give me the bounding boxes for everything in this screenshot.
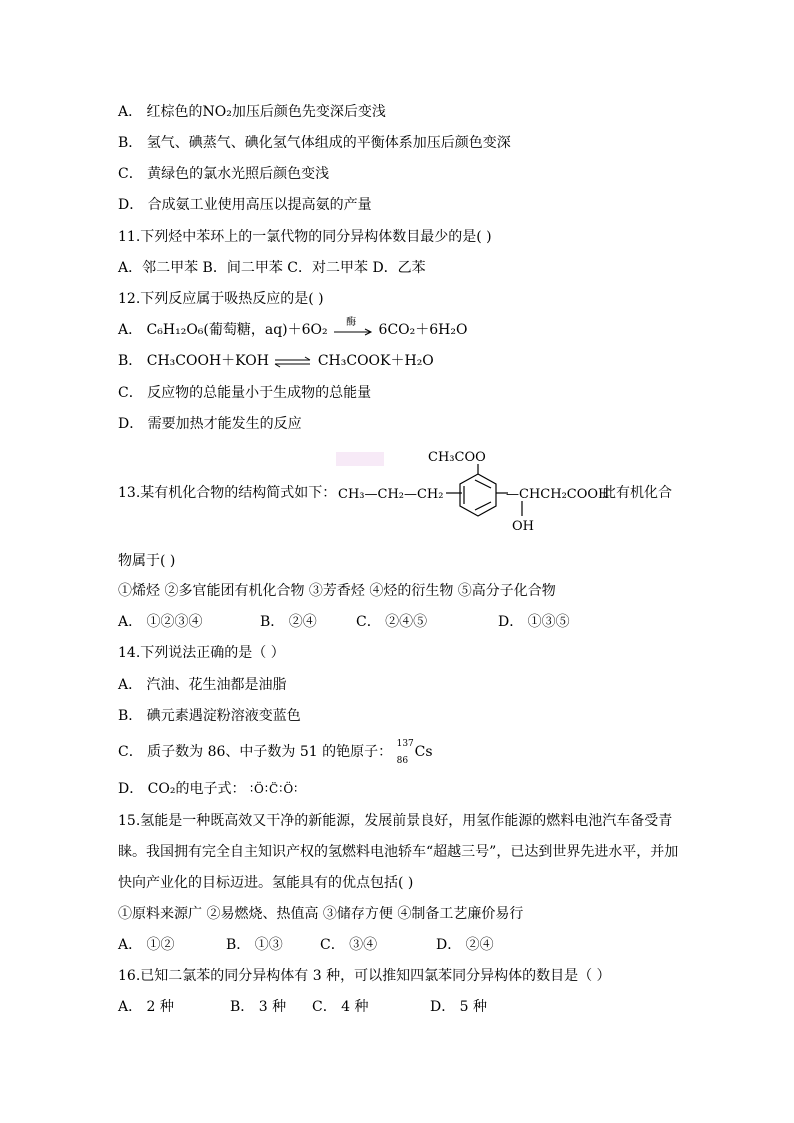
q12-option-d: D． 需要加热才能发生的反应 xyxy=(118,416,302,432)
q12-a-reactants: A． C₆H₁₂O₆(葡萄糖，aq)＋6O₂ xyxy=(118,322,328,338)
q15-line-2: 睐。我国拥有完全自主知识产权的氢燃料电池轿车“超越三号”，已达到世界先进水平，并加 xyxy=(118,844,679,860)
q12-b-products: CH₃COOK＋H₂O xyxy=(317,353,434,369)
q13-option-b: B． ②④ xyxy=(260,614,317,630)
q10-option-d: D． 合成氨工业使用高压以提高氨的产量 xyxy=(118,197,372,213)
q11-stem: 11.下列烃中苯环上的一氯代物的同分异构体数目最少的是( ) xyxy=(118,229,492,245)
q16-stem: 16.已知二氯苯的同分异构体有 3 种，可以推知四氯苯同分异构体的数目是（ ） xyxy=(118,968,611,984)
q16-option-a: A． 2 种 xyxy=(118,999,174,1015)
q10-option-c: C． 黄绿色的氯水光照后颜色变浅 xyxy=(118,166,330,182)
q15-option-d: D． ②④ xyxy=(436,937,494,953)
q15-option-b: B． ①③ xyxy=(226,937,283,953)
q15-option-a: A． ①② xyxy=(118,937,175,953)
q12-option-a xyxy=(118,317,468,339)
reaction-arrow-icon xyxy=(332,321,374,339)
q11-options: A．邻二甲苯 B．间二甲苯 C．对二甲苯 D．乙苯 xyxy=(118,260,426,276)
q14-d-text: D． CO₂的电子式： xyxy=(118,781,246,797)
q12-a-catalyst: 酶 xyxy=(346,317,357,328)
mass-number: 137 xyxy=(396,739,414,749)
benzene-ring xyxy=(460,474,496,516)
q12-option-c: C． 反应物的总能量小于生成物的总能量 xyxy=(118,385,372,401)
q15-option-c: C． ③④ xyxy=(320,937,378,953)
q16-option-c: C． 4 种 xyxy=(312,999,369,1015)
equilibrium-arrow-icon xyxy=(273,352,313,370)
cesium-nuclide xyxy=(396,739,415,766)
q13-option-c: C． ②④⑤ xyxy=(356,614,428,630)
propyl-chain: CH₃—CH₂—CH₂ xyxy=(338,487,444,502)
q13-option-a: A． ①②③④ xyxy=(118,614,203,630)
q12-a-products: 6CO₂＋6H₂O xyxy=(378,322,468,338)
q14-option-d xyxy=(118,780,298,798)
acetoxy-group: CH₃COO xyxy=(428,450,486,465)
q13-stem-prefix: 13.某有机化合物的结构简式如下： xyxy=(118,485,337,501)
q13-stem-suffix: 此有机化合 xyxy=(602,485,672,501)
q14-option-c xyxy=(118,739,433,766)
q13-choices: ①烯烃 ②多官能团有机化合物 ③芳香烃 ④烃的衍生物 ⑤高分子化合物 xyxy=(118,583,556,599)
side-chain: —CHCH₂COOH xyxy=(506,487,610,502)
q12-a-arrow xyxy=(332,317,374,339)
q13-stem-cont: 物属于( ) xyxy=(118,553,176,569)
q15-line-1: 15.氢能是一种既高效又干净的新能源，发展前景良好，用氢作能源的燃料电池汽车备受青 xyxy=(118,813,673,829)
q16-option-b: B． 3 种 xyxy=(230,999,287,1015)
q15-choices: ①原料来源广 ②易燃烧、热值高 ③储存方便 ④制备工艺廉价易行 xyxy=(118,906,524,922)
q16-option-d: D． 5 种 xyxy=(430,999,488,1015)
q15-line-3: 快向产业化的目标迈进。氢能具有的优点包括( ) xyxy=(118,875,414,891)
q13-option-d: D． ①③⑤ xyxy=(498,614,570,630)
co2-electron-formula: ∶Ö∶C̈∶Ö∶ xyxy=(249,782,299,796)
atomic-number: 86 xyxy=(396,756,409,766)
q12-option-b xyxy=(118,352,434,370)
q14-c-text: C． 质子数为 86、中子数为 51 的铯原子： xyxy=(118,744,393,760)
q14-option-b: B． 碘元素遇淀粉溶液变蓝色 xyxy=(118,708,301,724)
q12-b-reactants: B． CH₃COOH＋KOH xyxy=(118,353,269,369)
q14-stem: 14.下列说法正确的是（ ） xyxy=(118,645,285,661)
q12-stem: 12.下列反应属于吸热反应的是( ) xyxy=(118,291,324,307)
q10-option-a: A． 红棕色的NO₂加压后颜色先变深后变浅 xyxy=(118,104,386,120)
q14-option-a: A． 汽油、花生油都是油脂 xyxy=(118,677,287,693)
hydroxyl-group: OH xyxy=(512,519,534,534)
q10-option-b: B． 氢气、碘蒸气、碘化氢气体组成的平衡体系加压后颜色变深 xyxy=(118,135,511,151)
cesium-symbol: Cs xyxy=(414,744,433,760)
